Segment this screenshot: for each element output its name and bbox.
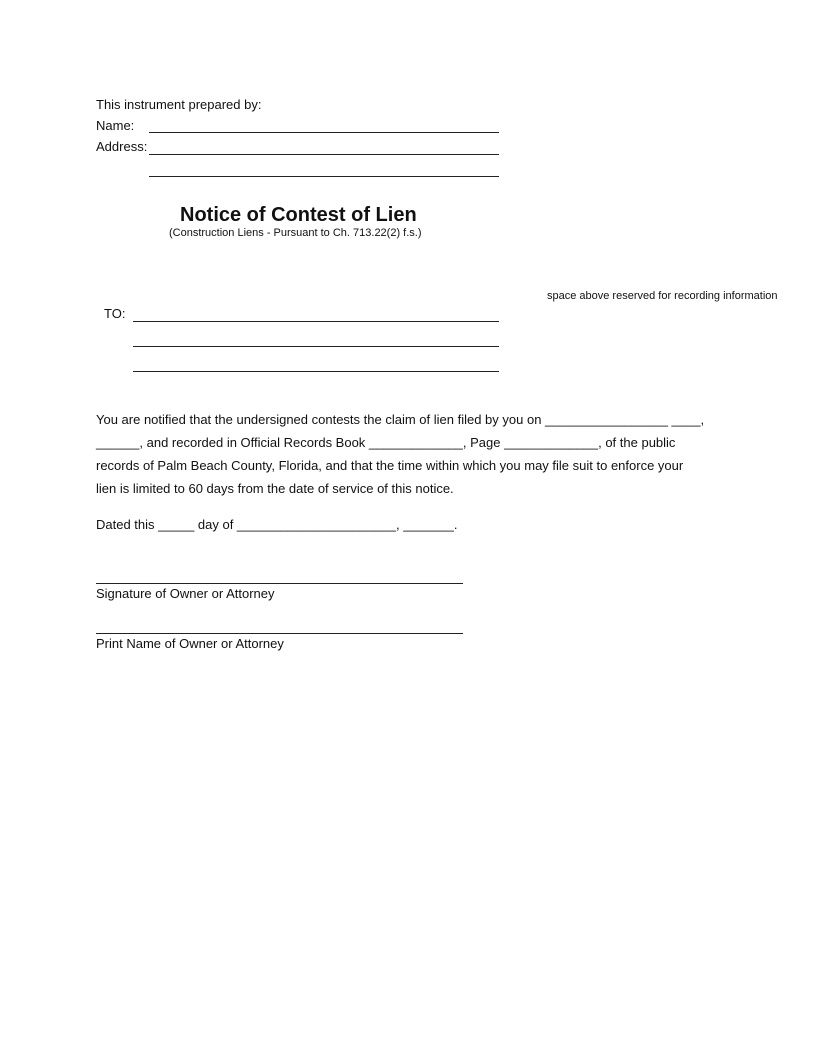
name-field-line[interactable]	[149, 132, 499, 133]
print-name-label: Print Name of Owner or Attorney	[96, 636, 284, 651]
owner-signature-label: Signature of Owner or Attorney	[96, 586, 275, 601]
body-line-1: You are notified that the undersigned contests the claim of lien filed by you on _________________ ____,	[96, 412, 705, 427]
to-field-line-1[interactable]	[133, 321, 499, 322]
address-field-line-1[interactable]	[149, 154, 499, 155]
body-line-2: ______, and recorded in Official Records Book _____________, Page _____________, of the public	[96, 435, 676, 450]
name-label: Name:	[96, 118, 135, 133]
body-line-3: records of Palm Beach County, Florida, and that the time within which you may file suit to enforce your	[96, 458, 684, 473]
document-title: Notice of Contest of Lien	[180, 204, 417, 226]
to-field-line-2[interactable]	[133, 346, 499, 347]
prepared-by-label: This instrument prepared by:	[96, 97, 262, 112]
recording-info-note: space above reserved for recording information	[547, 290, 778, 302]
document-subtitle: (Construction Liens - Pursuant to Ch. 713.22(2) f.s.)	[169, 227, 422, 239]
print-name-line[interactable]	[96, 633, 463, 634]
body-line-4: lien is limited to 60 days from the date of service of this notice.	[96, 481, 454, 496]
owner-signature-line[interactable]	[96, 583, 463, 584]
address-label: Address:	[96, 139, 148, 154]
address-field-line-2[interactable]	[149, 176, 499, 177]
dated-line: Dated this _____ day of ______________________, _______.	[96, 517, 458, 532]
to-field-line-3[interactable]	[133, 371, 499, 372]
to-label: TO:	[104, 306, 126, 321]
